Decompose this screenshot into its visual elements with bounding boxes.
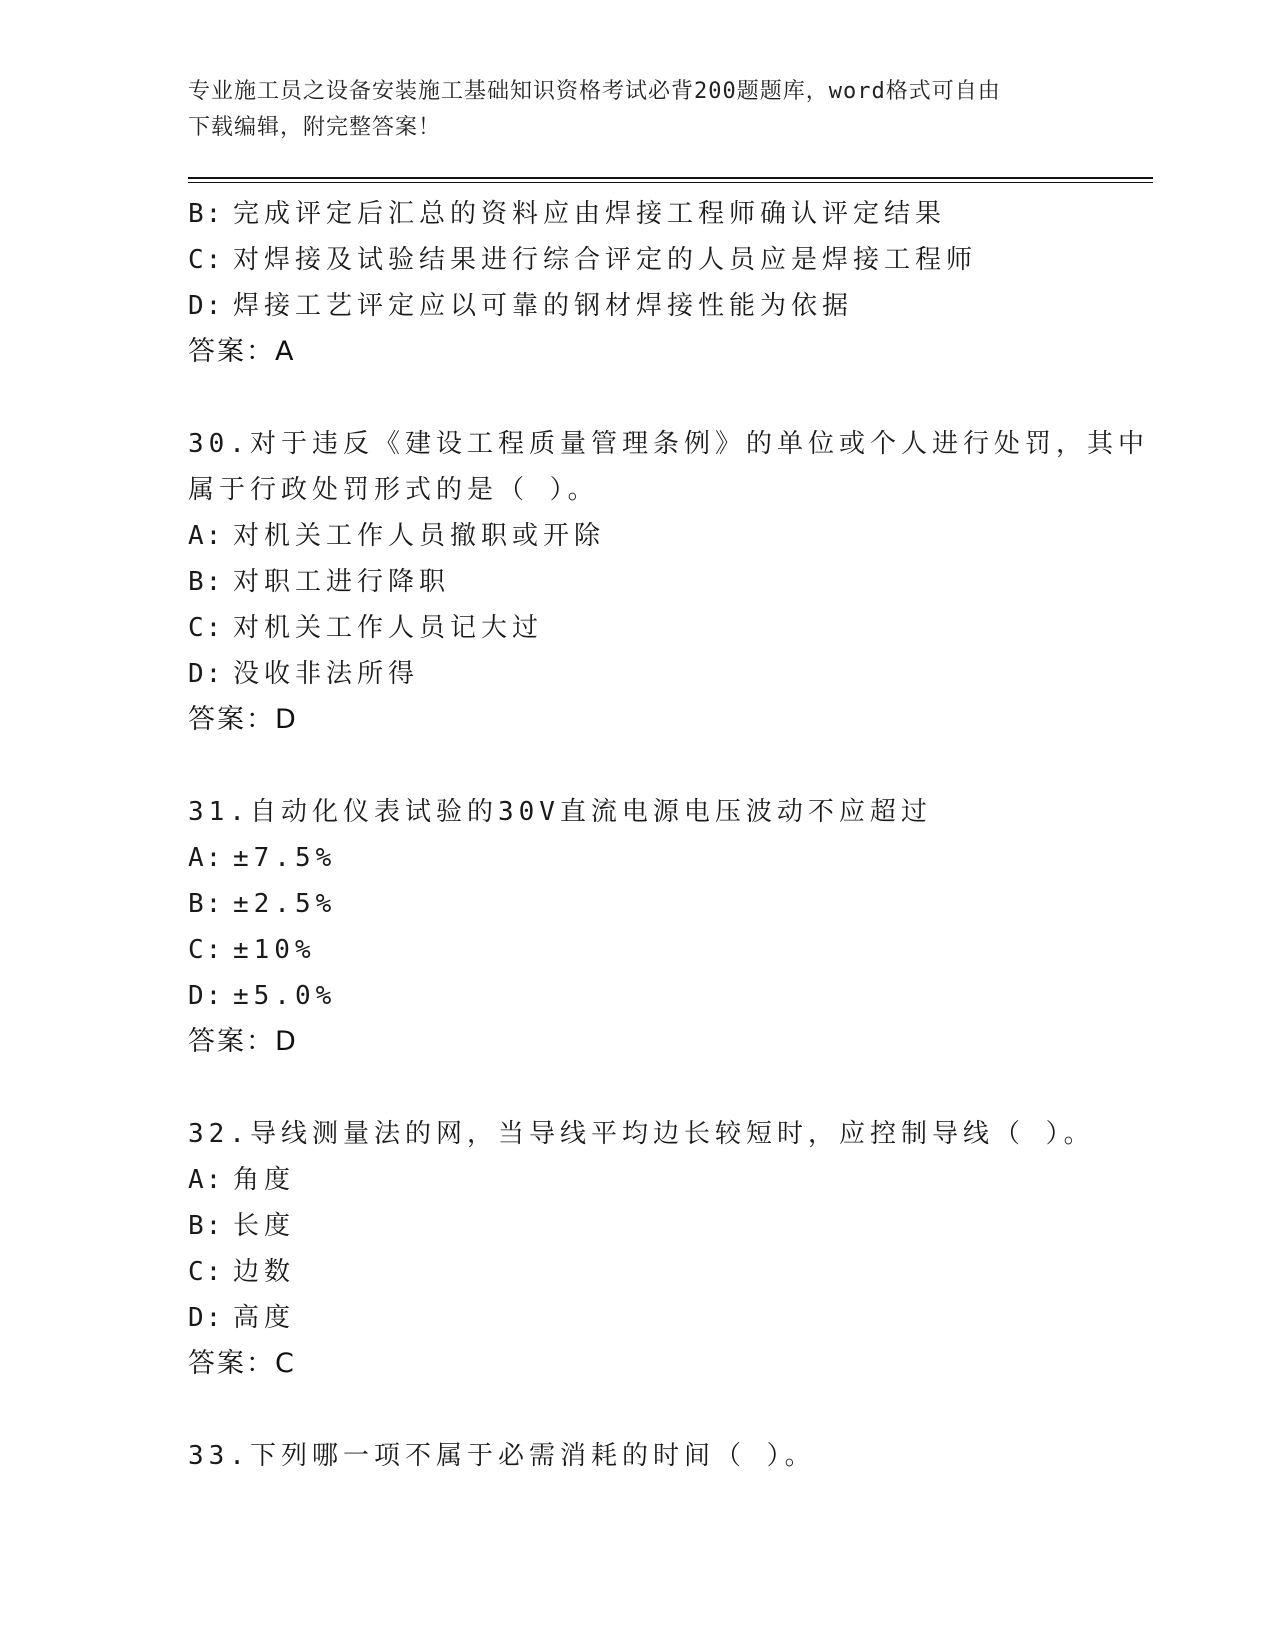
option-text: 焊接工艺评定应以可靠的钢材焊接性能为依据 — [233, 291, 854, 321]
option-label: B: — [188, 1211, 224, 1241]
question-stem-line-1: 30.对于违反《建设工程质量管理条例》的单位或个人进行处罚，其中 — [188, 429, 1149, 459]
option-text: 对机关工作人员撤职或开除 — [233, 521, 606, 551]
option-label: A: — [188, 843, 224, 873]
option-text: 边数 — [233, 1257, 296, 1287]
header-divider-thin — [188, 182, 1153, 183]
option-text: 对职工进行降职 — [233, 567, 451, 597]
document-header — [188, 74, 1088, 146]
option-label: D: — [188, 981, 224, 1011]
option-label: C: — [188, 245, 224, 275]
header-line-2: 下载编辑，附完整答案！ — [188, 115, 442, 140]
option-c — [188, 1249, 1148, 1295]
option-c — [188, 927, 1148, 973]
option-b — [188, 559, 1148, 605]
answer: 答案：D — [188, 704, 298, 735]
question-stem-line-2: 属于行政处罚形式的是（ ）。 — [188, 475, 599, 505]
spacer — [188, 1065, 1148, 1111]
answer: 答案：D — [188, 1026, 298, 1057]
option-label: D: — [188, 1303, 224, 1333]
answer: 答案：A — [188, 336, 296, 367]
option-text: 对机关工作人员记大过 — [233, 613, 544, 643]
question-stem: 31.自动化仪表试验的30V直流电源电压波动不应超过 — [188, 797, 932, 827]
option-label: D: — [188, 291, 224, 321]
option-b — [188, 1203, 1148, 1249]
option-d — [188, 651, 1148, 697]
question-30 — [188, 421, 1148, 743]
option-c — [188, 237, 1148, 283]
option-d — [188, 283, 1148, 329]
option-text: 完成评定后汇总的资料应由焊接工程师确认评定结果 — [233, 199, 947, 229]
option-a — [188, 513, 1148, 559]
question-29 — [188, 191, 1148, 375]
option-label: B: — [188, 567, 224, 597]
question-33 — [188, 1433, 1148, 1479]
option-d — [188, 973, 1148, 1019]
spacer — [188, 743, 1148, 789]
option-text: ±5.0% — [233, 981, 337, 1011]
option-text: 没收非法所得 — [233, 659, 420, 689]
option-a — [188, 1157, 1148, 1203]
header-divider-thick — [188, 177, 1153, 179]
option-text: ±10% — [233, 935, 316, 965]
option-label: C: — [188, 935, 224, 965]
option-label: B: — [188, 199, 224, 229]
question-32 — [188, 1111, 1148, 1387]
question-31 — [188, 789, 1148, 1065]
option-a — [188, 835, 1148, 881]
header-line-1: 专业施工员之设备安装施工基础知识资格考试必背200题题库，word格式可自由 — [188, 79, 1001, 104]
option-d — [188, 1295, 1148, 1341]
option-text: 高度 — [233, 1303, 296, 1333]
option-text: 角度 — [233, 1165, 296, 1195]
option-text: 对焊接及试验结果进行综合评定的人员应是焊接工程师 — [233, 245, 978, 275]
option-text: ±2.5% — [233, 889, 337, 919]
option-label: B: — [188, 889, 224, 919]
option-b — [188, 881, 1148, 927]
option-label: A: — [188, 521, 224, 551]
option-text: ±7.5% — [233, 843, 337, 873]
option-label: C: — [188, 1257, 224, 1287]
option-c — [188, 605, 1148, 651]
option-b — [188, 191, 1148, 237]
question-list — [188, 191, 1148, 1479]
spacer — [188, 375, 1148, 421]
option-label: C: — [188, 613, 224, 643]
question-stem: 32.导线测量法的网，当导线平均边长较短时，应控制导线（ ）。 — [188, 1119, 1095, 1149]
answer: 答案：C — [188, 1348, 296, 1379]
question-stem: 33.下列哪一项不属于必需消耗的时间（ ）。 — [188, 1441, 816, 1471]
option-label: D: — [188, 659, 224, 689]
spacer — [188, 1387, 1148, 1433]
option-text: 长度 — [233, 1211, 296, 1241]
option-label: A: — [188, 1165, 224, 1195]
